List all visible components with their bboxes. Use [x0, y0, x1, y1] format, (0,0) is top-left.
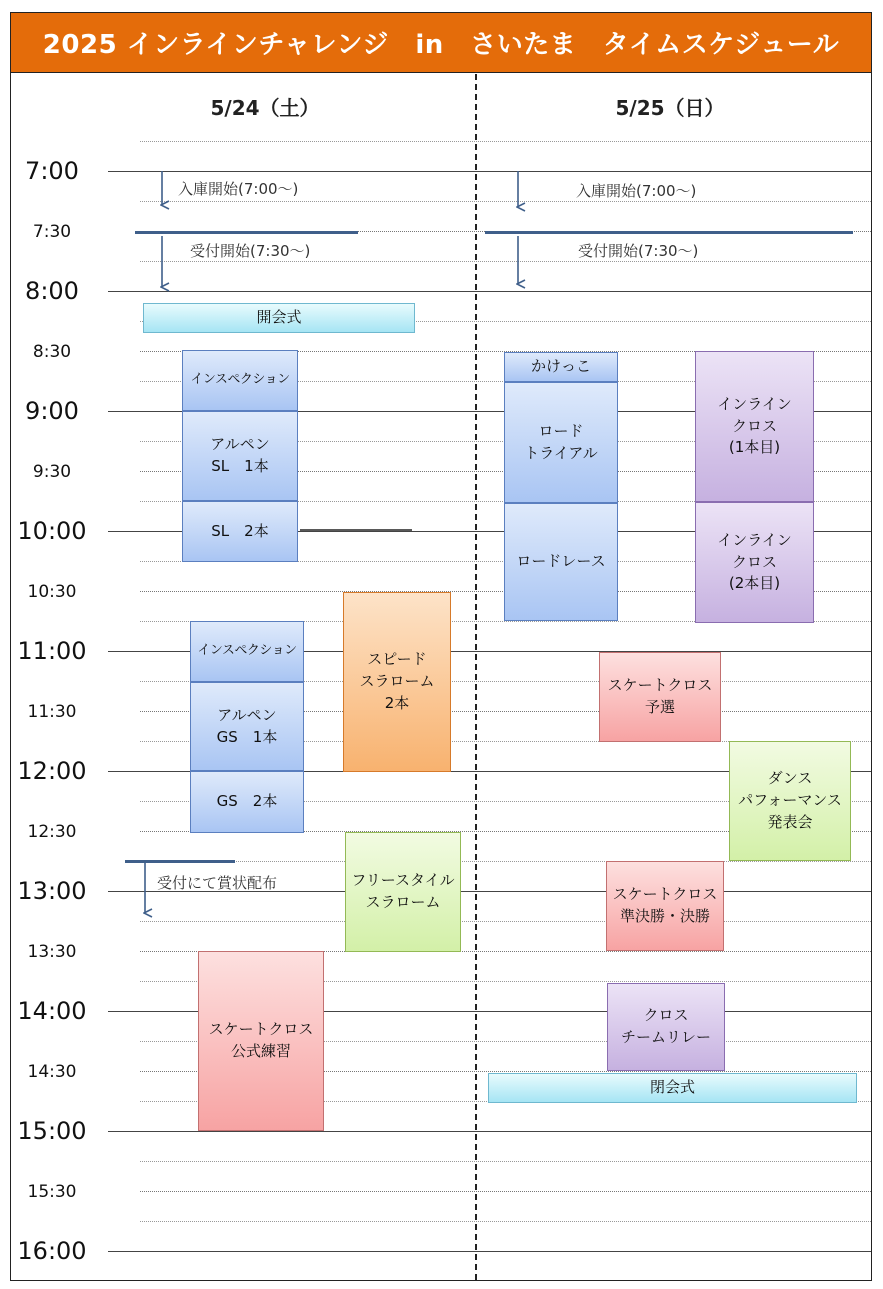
event-d2-dance-performance: ダンス パフォーマンス 発表会 [729, 741, 851, 861]
event-d2-road-trial: ロード トライアル [504, 382, 618, 503]
time-label: 9:00 [25, 397, 79, 425]
event-d2-inline-cross-1: インライン クロス (1本目) [695, 351, 814, 502]
time-label: 10:00 [17, 517, 87, 545]
event-d1-alpen-sl-1: アルペン SL 1本 [182, 411, 298, 501]
event-d2-road-race: ロードレース [504, 503, 618, 621]
time-label: 9:30 [32, 462, 72, 482]
event-d1-gs-2: GS 2本 [190, 771, 304, 833]
award-bar [125, 860, 235, 863]
reception-bar [485, 231, 853, 234]
event-d1-sl-2: SL 2本 [182, 501, 298, 562]
time-label: 7:30 [32, 222, 72, 242]
time-label: 8:30 [32, 342, 72, 362]
event-d2-skatecross-finals: スケートクロス 準決勝・決勝 [606, 861, 724, 951]
event-d1-freestyle-slalom: フリースタイル スラローム [345, 832, 461, 952]
time-label: 15:00 [17, 1117, 87, 1145]
time-label: 13:30 [27, 942, 77, 962]
note-entry-start: 入庫開始(7:00～) [576, 182, 697, 200]
time-label: 11:00 [17, 637, 87, 665]
event-d2-inline-cross-2: インライン クロス (2本目) [695, 502, 814, 623]
time-label: 7:00 [25, 157, 79, 185]
event-opening-ceremony: 開会式 [143, 303, 415, 333]
time-label: 13:00 [17, 877, 87, 905]
time-label: 11:30 [27, 702, 77, 722]
time-label: 14:30 [27, 1062, 77, 1082]
event-d1-inspection-2: インスペクション [190, 621, 304, 682]
reception-bar [135, 231, 358, 234]
day-label-0525: 5/25（日） [615, 96, 725, 120]
time-label: 15:30 [27, 1182, 77, 1202]
event-d1-inspection-1: インスペクション [182, 350, 298, 411]
event-d1-speed-slalom: スピード スラローム 2本 [343, 592, 451, 772]
event-d2-cross-team-relay: クロス チームリレー [607, 983, 725, 1071]
event-closing-ceremony: 閉会式 [488, 1073, 857, 1103]
note-reception-start: 受付開始(7:30～) [190, 242, 311, 260]
event-d1-alpen-gs-1: アルペン GS 1本 [190, 682, 304, 771]
event-d2-kakekko: かけっこ [504, 352, 618, 382]
note-entry-start: 入庫開始(7:00～) [178, 180, 299, 198]
time-label: 10:30 [27, 582, 77, 602]
time-label: 16:00 [17, 1237, 87, 1265]
day-label-0524: 5/24（土） [210, 96, 320, 120]
note-award-distribution: 受付にて賞状配布 [157, 874, 278, 892]
time-label: 12:30 [27, 822, 77, 842]
event-d1-skatecross-practice: スケートクロス 公式練習 [198, 951, 324, 1131]
time-label: 14:00 [17, 997, 87, 1025]
page-title: 2025 インラインチャレンジ in さいたま タイムスケジュール [11, 13, 871, 73]
event-d2-skatecross-qualifier: スケートクロス 予選 [599, 652, 721, 742]
note-reception-start: 受付開始(7:30～) [578, 242, 699, 260]
time-label: 12:00 [17, 757, 87, 785]
time-label: 8:00 [25, 277, 79, 305]
